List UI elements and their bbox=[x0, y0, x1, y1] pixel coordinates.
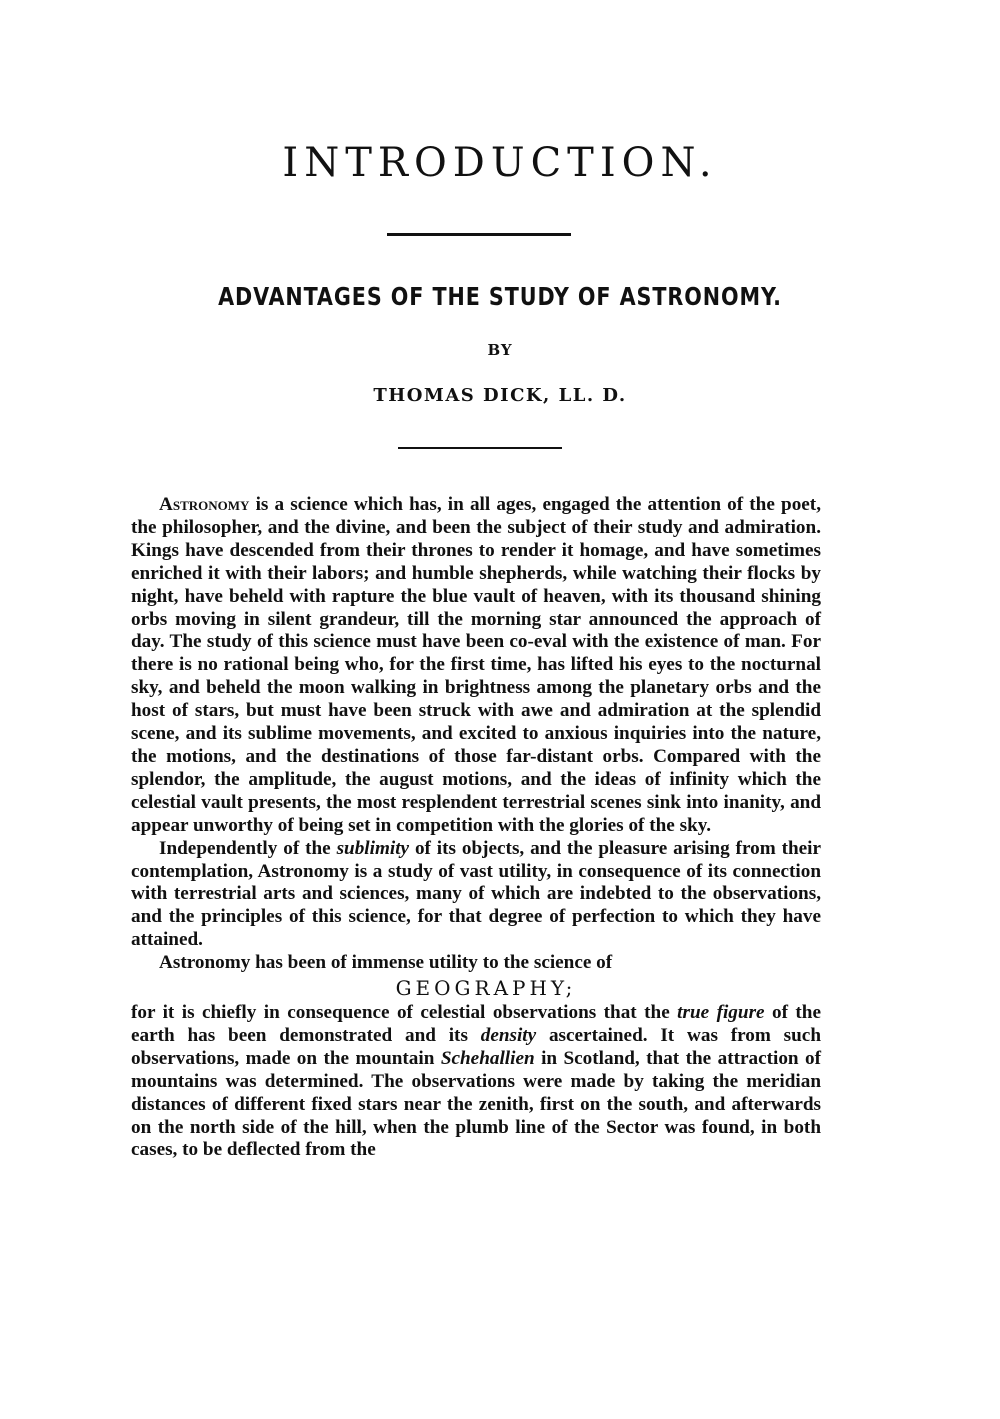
emphasis: density bbox=[480, 1024, 537, 1046]
paragraph-text: in Scotland, that the attraction of mountains was determined. The observations were made by taking the meridian distances of different fixed stars near the zenith, first on the south, and afterwards on the north side of the hill, when the plumb line of the Sector was found, in both cases, to be deflected from the bbox=[131, 1047, 822, 1161]
paragraph-text: for it is chiefly in consequence of celestial observations that the bbox=[131, 1002, 678, 1024]
lead-word: Astronomy bbox=[159, 494, 250, 515]
paragraph bbox=[131, 838, 821, 953]
paragraph: Astronomy has been of immense utility to the science of bbox=[159, 952, 613, 974]
emphasis: true figure bbox=[677, 1002, 765, 1024]
chapter-subtitle: ADVANTAGES OF THE STUDY OF ASTRONOMY. bbox=[218, 282, 782, 311]
section-heading: GEOGRAPHY; bbox=[395, 976, 577, 1001]
paragraph-text: of the earth has been demonstrated and its bbox=[131, 1002, 821, 1046]
paragraph-text: is a science which has, in all ages, engaged the attention of the poet, the philosopher, and the divine, and been the subject of their study and admiration. Kings have descended from their thrones to render it homage, and have sometimes enriched it with their labors; and humble shepherds, while watching their flocks by night, have beheld with rapture the blue vault of heaven, with its thousand shining orbs moving in silent grandeur, till the morning star announced the approach of day. The study of this science must have been co-eval with the existence of man. For there is no rational being who, for the first time, has lifted his eyes to the nocturnal sky, and beheld the moon walking in brightness among the planetary orbs and the host of stars, but must have been struck with awe and admiration at the splendid scene, and its sublime movements, and excited to anxious inquiries into the nature, the motions, and the destinations of those far-distant orbs. Compared with the splendor, the amplitude, the august motions, and the ideas of infinity which the celestial vault presents, the most resplendent terrestrial scenes sink into inanity, and appear unworthy of being set in competition with the glories of the sky. bbox=[131, 494, 821, 836]
paragraph bbox=[131, 494, 821, 838]
paragraph bbox=[131, 1002, 821, 1162]
author-divider bbox=[398, 447, 562, 449]
body-text bbox=[131, 494, 821, 1162]
chapter-title: INTRODUCTION. bbox=[282, 140, 718, 186]
paragraph-text: ascertained. It was from such observations, made on the mountain bbox=[131, 1024, 821, 1069]
emphasis: sublimity bbox=[336, 837, 410, 859]
byline-by: BY bbox=[487, 341, 513, 359]
emphasis: Schehallien bbox=[440, 1047, 535, 1069]
title-divider bbox=[387, 233, 571, 236]
paragraph-text: of its objects, and the pleasure arising from their contemplation, Astronomy is a study of vast utility, in consequence of its connection with terrestrial arts and sciences, many of which are indebted to the observations, and the principles of this science, for that degree of perfection to which they have attained. bbox=[131, 837, 821, 951]
author-name: THOMAS DICK, LL. D. bbox=[373, 385, 627, 406]
paragraph-text: Independently of the bbox=[159, 837, 337, 859]
